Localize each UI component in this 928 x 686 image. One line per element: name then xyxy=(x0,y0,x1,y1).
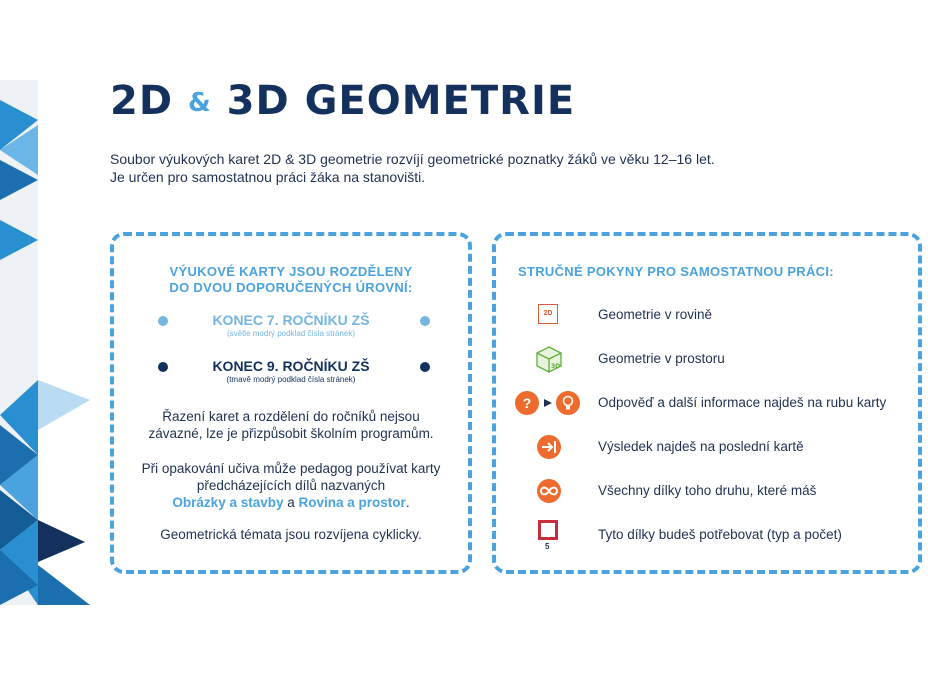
levels-heading-line-2: DO DVOU DOPORUČENÝCH ÚROVNÍ: xyxy=(169,280,413,295)
instructions-box xyxy=(492,232,922,574)
levels-heading xyxy=(114,264,468,296)
instruction-row-answer xyxy=(496,388,918,418)
square-shape xyxy=(538,520,558,540)
period: . xyxy=(405,495,410,510)
levels-heading-line-1: VÝUKOVÉ KARTY JSOU ROZDĚLENY xyxy=(169,264,413,279)
previous-parts-line-2: předcházejících dílů nazvaných xyxy=(196,478,386,493)
lightbulb-icon xyxy=(556,391,580,415)
intro-text xyxy=(110,150,715,186)
part-title-rovina: Rovina a prostor xyxy=(298,495,406,510)
ordering-note-line-2: závazné, lze je přizpůsobit školním programům. xyxy=(148,426,434,441)
level-9 xyxy=(114,358,468,385)
instruction-label-pieces-needed: Tyto dílky budeš potřebovat (typ a počet) xyxy=(598,527,842,542)
instruction-label-2d: Geometrie v rovině xyxy=(598,307,713,322)
level-9-name: KONEC 9. ROČNÍKU ZŠ xyxy=(212,358,370,374)
level-7-name: KONEC 7. ROČNÍKU ZŠ xyxy=(212,312,370,328)
instruction-row-result xyxy=(496,432,918,462)
level-7-note: (světle modrý podklad čísla stránek) xyxy=(226,329,356,338)
2d-icon xyxy=(534,300,564,330)
instruction-row-3d xyxy=(496,344,918,374)
level-9-note: (tmavě modrý podklad čísla stránek) xyxy=(226,375,356,384)
intro-line-1: Soubor výukových karet 2D & 3D geometrie rozvíjí geometrické poznatky žáků ve věku 12–16 let. xyxy=(110,151,715,167)
infinity-icon xyxy=(534,476,564,506)
instruction-row-2d xyxy=(496,300,918,330)
ordering-note-line-1: Řazení karet a rozdělení do ročníků nejsou xyxy=(162,409,420,424)
3d-icon-text: 3D xyxy=(551,363,561,370)
ordering-note xyxy=(128,408,454,442)
instruction-row-all-pieces xyxy=(496,476,918,506)
previous-parts-note xyxy=(128,460,454,511)
part-title-obrazky: Obrázky a stavby xyxy=(172,495,284,510)
and-word: a xyxy=(287,495,295,510)
levels-box xyxy=(110,232,472,574)
intro-line-2: Je určen pro samostatnou práci žáka na stanovišti. xyxy=(110,169,426,185)
level-7 xyxy=(114,312,468,339)
page-title xyxy=(110,76,575,128)
question-icon: ? xyxy=(515,391,539,415)
instruction-label-all-pieces: Všechny dílky toho druhu, které máš xyxy=(598,483,817,498)
arrow-to-end-icon xyxy=(534,432,564,462)
instruction-label-answer: Odpověď a další informace najdeš na rubu karty xyxy=(598,395,887,410)
cyclic-note: Geometrická témata jsou rozvíjena cyklicky. xyxy=(160,527,422,542)
piece-count: 5 xyxy=(545,542,550,551)
square-piece-icon xyxy=(534,520,564,550)
question-lightbulb-icon xyxy=(512,388,582,418)
instructions-heading: STRUČNÉ POKYNY PRO SAMOSTATNOU PRÁCI: xyxy=(518,264,834,279)
title-ampersand: & xyxy=(187,88,212,118)
instruction-row-pieces-needed xyxy=(496,520,918,550)
title-2d: 2D xyxy=(110,78,174,124)
decorative-triangles xyxy=(0,80,90,605)
3d-cube-icon xyxy=(534,344,564,374)
play-arrow-icon xyxy=(543,398,553,408)
previous-parts-line-1: Při opakování učiva může pedagog používat karty xyxy=(141,461,441,476)
title-3d: 3D GEOMETRIE xyxy=(226,78,576,124)
instruction-label-result: Výsledek najdeš na poslední kartě xyxy=(598,439,804,454)
instruction-label-3d: Geometrie v prostoru xyxy=(598,351,725,366)
2d-icon-text: 2D xyxy=(538,304,558,324)
